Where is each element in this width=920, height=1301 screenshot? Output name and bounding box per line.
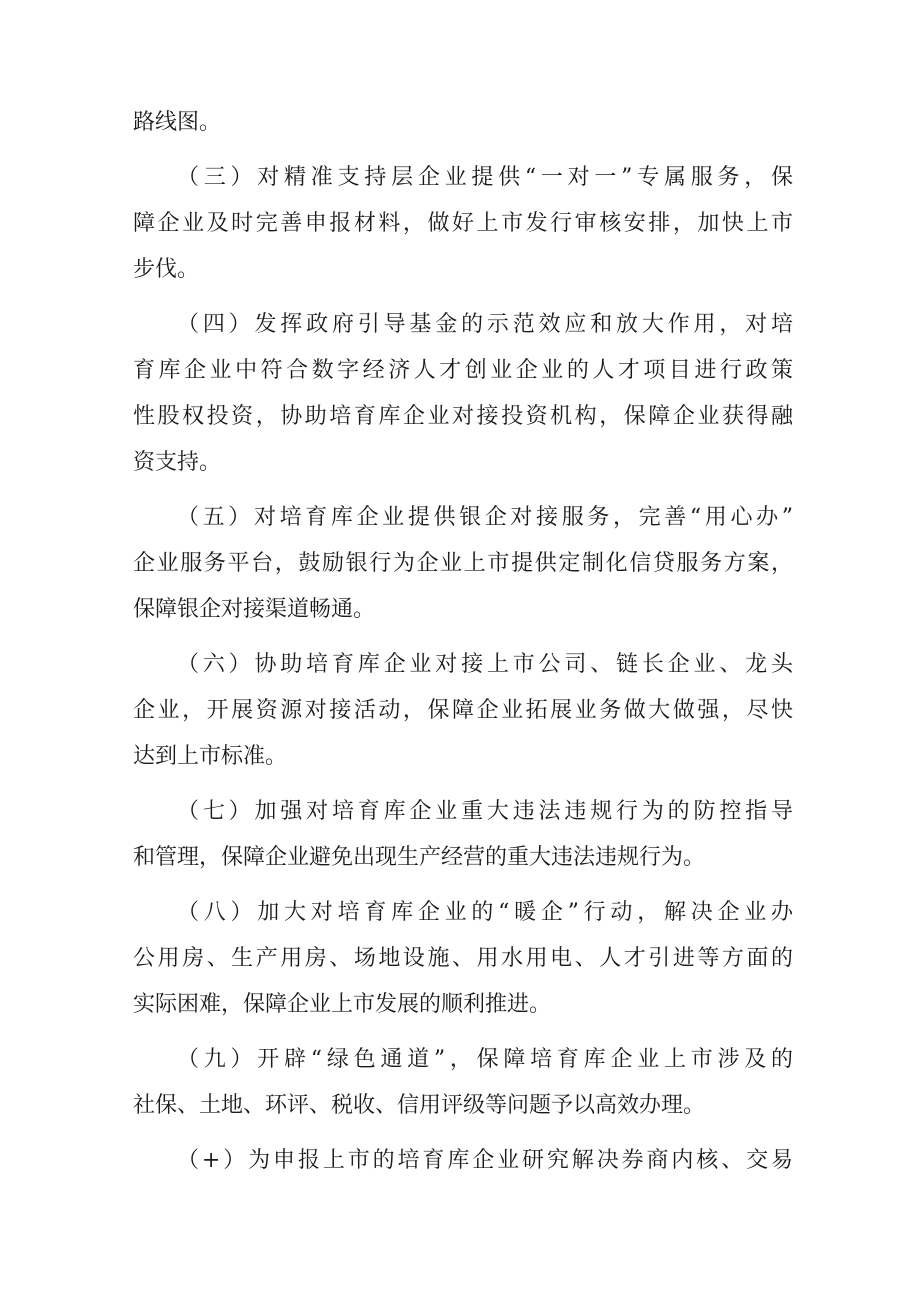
paragraph-line: （三）对精准支持层企业提供“一对一”专属服务，保 <box>177 165 793 190</box>
paragraph <box>133 890 793 1028</box>
paragraph-line: 保障银企对接渠道畅通。 <box>133 597 376 622</box>
paragraph-line: 障企业及时完善申报材料，做好上市发行审核安排，加快上市 <box>133 211 793 236</box>
paragraph <box>133 789 793 881</box>
paragraph-line: （六）协助培育库企业对接上市公司、链长企业、龙头 <box>177 652 793 677</box>
paragraph-line: 路线图。 <box>133 110 222 135</box>
paragraph <box>133 1037 793 1129</box>
paragraph <box>133 100 793 146</box>
paragraph-line: 性股权投资，协助培育库企业对接投资机构，保障企业获得融 <box>133 404 793 429</box>
paragraph-line: 步伐。 <box>133 257 200 282</box>
paragraph <box>133 155 793 293</box>
paragraph <box>133 302 793 486</box>
paragraph-line: （八）加大对培育库企业的“暖企”行动，解决企业办 <box>177 900 793 925</box>
paragraph-line: 企业服务平台，鼓励银行为企业上市提供定制化信贷服务方案， <box>133 551 793 576</box>
paragraph-line: （五）对培育库企业提供银企对接服务，完善“用心办” <box>177 505 793 530</box>
document-body <box>133 100 793 1188</box>
paragraph-line: （九）开辟“绿色通道”，保障培育库企业上市涉及的 <box>177 1047 793 1072</box>
paragraph-line: 企业，开展资源对接活动，保障企业拓展业务做大做强，尽快 <box>133 698 793 723</box>
paragraph-line: （+）为申报上市的培育库企业研究解决券商内核、交易 <box>177 1148 793 1173</box>
paragraph <box>133 1138 793 1184</box>
paragraph-line: （七）加强对培育库企业重大违法违规行为的防控指导 <box>177 799 793 824</box>
paragraph <box>133 642 793 780</box>
paragraph-line: （四）发挥政府引导基金的示范效应和放大作用，对培 <box>177 312 793 337</box>
paragraph <box>133 495 793 633</box>
paragraph-line: 社保、土地、环评、税收、信用评级等问题予以高效办理。 <box>133 1093 706 1118</box>
paragraph-line: 和管理，保障企业避免出现生产经营的重大违法违规行为。 <box>133 845 706 870</box>
paragraph-line: 育库企业中符合数字经济人才创业企业的人才项目进行政策 <box>133 358 793 383</box>
paragraph-line: 达到上市标准。 <box>133 744 288 769</box>
paragraph-line: 实际困难，保障企业上市发展的顺利推进。 <box>133 992 552 1017</box>
paragraph-line: 资支持。 <box>133 450 222 475</box>
paragraph-line: 公用房、生产用房、场地设施、用水用电、人才引进等方面的 <box>133 946 793 971</box>
